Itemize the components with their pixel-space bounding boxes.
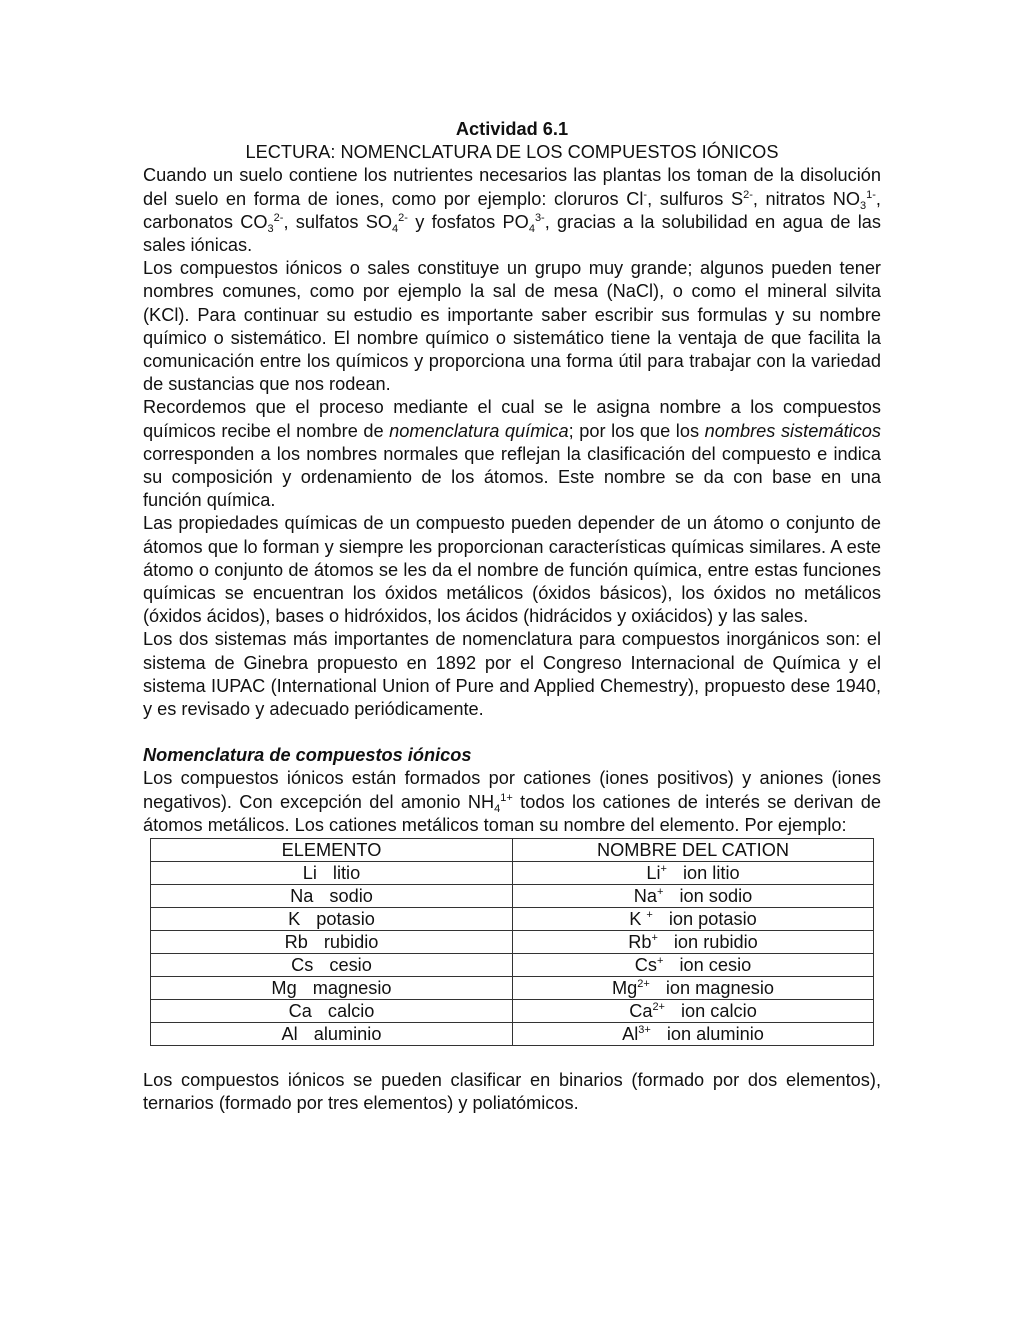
cation-charge: + bbox=[657, 886, 664, 899]
cation-symbol: Cs bbox=[634, 955, 657, 976]
cation-name: ion litio bbox=[682, 863, 740, 884]
paragraph-3 bbox=[143, 396, 881, 512]
subscript: 4 bbox=[528, 222, 535, 235]
paragraph-4: Las propiedades químicas de un compuesto pueden depender de un átomo o conjunto de átomos que lo forman y siempre les proporcionan características químicas similares. A este átomo o conjunto de átomos se les da el nombre de función química, entre estas funciones químicas se encuentran los óxidos metálicos (óxidos básicos), los óxidos no metálicos (óxidos ácidos), bases o hidróxidos, los ácidos (hidrácidos y oxiácidos) y las sales. bbox=[143, 513, 881, 627]
table-row bbox=[151, 1000, 874, 1023]
cation-charge: 2+ bbox=[652, 1001, 665, 1014]
cation-name: ion calcio bbox=[680, 1001, 757, 1022]
text-run: todos los cationes de interés se derivan de átomos metálicos. Los cationes metálicos toman su nombre del elemento. Por ejemplo: bbox=[143, 791, 881, 835]
table-row bbox=[151, 862, 874, 885]
table-row bbox=[151, 931, 874, 954]
element-name: calcio bbox=[327, 1001, 375, 1022]
superscript: 2- bbox=[743, 188, 753, 201]
element-symbol: Li bbox=[302, 863, 317, 884]
element-name: potasio bbox=[316, 909, 375, 930]
element-name: magnesio bbox=[312, 978, 392, 999]
table-row bbox=[151, 885, 874, 908]
element-symbol: Na bbox=[290, 886, 314, 907]
element-cell bbox=[151, 954, 513, 977]
cation-symbol: Rb bbox=[628, 932, 652, 953]
activity-title: Actividad 6.1 bbox=[455, 119, 569, 139]
cation-charge: + bbox=[660, 863, 667, 876]
document-page bbox=[143, 118, 881, 1116]
cation-name: ion rubidio bbox=[673, 932, 758, 953]
cation-cell bbox=[513, 1000, 874, 1023]
subscript: 3 bbox=[267, 222, 274, 235]
italic-term: nomenclatura química bbox=[389, 420, 569, 441]
element-cell bbox=[151, 931, 513, 954]
cation-cell bbox=[513, 977, 874, 1000]
superscript: 3- bbox=[534, 211, 545, 224]
text-run: Cuando un suelo contiene los nutrientes necesarios las plantas los toman de la disolución del suelo en forma de iones, como por ejemplo: cloruros Cl bbox=[143, 165, 881, 209]
cation-symbol: Al bbox=[622, 1024, 639, 1045]
table-row bbox=[151, 908, 874, 931]
paragraph-2: Los compuestos iónicos o sales constituye un grupo muy grande; algunos pueden tener nombres comunes, como por ejemplo la sal de mesa (NaCl), o como el mineral silvita (KCl). Para continuar su estudio es importante saber escribir sus formulas y su nombre químico o sistemático. El nombre químico o sistemático tiene la ventaja de que facilita la comunicación entre los químicos y proporciona una forma útil para trabajar con la variedad de sustancias que nos rodean. bbox=[143, 258, 881, 395]
paragraph-6 bbox=[143, 767, 881, 837]
element-name: aluminio bbox=[313, 1024, 382, 1045]
element-cell bbox=[151, 862, 513, 885]
cation-cell bbox=[513, 908, 874, 931]
element-cell bbox=[151, 977, 513, 1000]
cation-symbol: Mg bbox=[612, 978, 638, 999]
table-row bbox=[151, 977, 874, 1000]
text-run: y fosfatos PO bbox=[407, 211, 529, 232]
cation-name: ion sodio bbox=[679, 886, 753, 907]
element-symbol: Rb bbox=[284, 932, 308, 953]
element-cell bbox=[151, 908, 513, 931]
cation-charge: 2+ bbox=[637, 978, 650, 991]
table-row bbox=[151, 954, 874, 977]
element-cell bbox=[151, 1000, 513, 1023]
text-run: Recordemos que el proceso mediante el cual se le asigna nombre a los compuestos químicos recibe el nombre de bbox=[143, 397, 881, 441]
closing-paragraph: Los compuestos iónicos se pueden clasificar en binarios (formado por dos elementos), ternarios (formado por tres elementos) y poliatómicos. bbox=[143, 1070, 881, 1114]
cation-cell bbox=[513, 862, 874, 885]
text-run: , sulfatos SO bbox=[283, 211, 393, 232]
superscript: 1+ bbox=[500, 791, 513, 804]
table-row bbox=[151, 1023, 874, 1046]
cation-cell bbox=[513, 885, 874, 908]
element-name: cesio bbox=[329, 955, 372, 976]
cation-charge: + bbox=[646, 909, 653, 922]
reading-title: LECTURA: NOMENCLATURA DE LOS COMPUESTOS IÓNICOS bbox=[245, 142, 779, 163]
header-element: ELEMENTO bbox=[151, 839, 513, 862]
section-heading: Nomenclatura de compuestos iónicos bbox=[143, 745, 472, 766]
cation-cell bbox=[513, 931, 874, 954]
table-header-row bbox=[151, 839, 874, 862]
element-name: sodio bbox=[329, 886, 373, 907]
paragraph-1 bbox=[143, 164, 881, 257]
text-run: Los compuestos iónicos están formados por cationes (iones positivos) y aniones (iones negativos). Con excepción del amonio NH bbox=[143, 768, 881, 812]
text-run: , carbonatos CO bbox=[143, 188, 881, 232]
cation-charge: 3+ bbox=[638, 1024, 651, 1037]
cation-symbol: Li bbox=[646, 863, 661, 884]
element-symbol: Ca bbox=[288, 1001, 312, 1022]
subscript: 4 bbox=[494, 802, 501, 815]
cation-name: ion magnesio bbox=[665, 978, 774, 999]
element-cell bbox=[151, 1023, 513, 1046]
element-name: litio bbox=[332, 863, 361, 884]
cation-name: ion cesio bbox=[679, 955, 752, 976]
header-cation-name: NOMBRE DEL CATION bbox=[513, 839, 874, 862]
subscript: 3 bbox=[860, 199, 867, 212]
cation-name: ion potasio bbox=[668, 909, 757, 930]
cation-symbol: K bbox=[629, 909, 647, 930]
cation-cell bbox=[513, 954, 874, 977]
element-symbol: Cs bbox=[291, 955, 314, 976]
italic-term: nombres sistemáticos bbox=[704, 420, 882, 441]
cation-cell bbox=[513, 1023, 874, 1046]
text-run: , sulfuros S bbox=[647, 188, 744, 209]
element-symbol: Al bbox=[281, 1024, 298, 1045]
element-symbol: Mg bbox=[271, 978, 297, 999]
subscript: 4 bbox=[392, 222, 399, 235]
cation-symbol: Na bbox=[633, 886, 657, 907]
text-run: corresponden a los nombres normales que reflejan la clasificación del compuesto e indica su composición y ordenamiento de los átomos. Este nombre se da con base en una función química. bbox=[143, 443, 881, 511]
superscript: 2- bbox=[273, 211, 284, 224]
superscript: - bbox=[643, 188, 648, 201]
cation-table bbox=[150, 838, 874, 1046]
element-name: rubidio bbox=[323, 932, 379, 953]
cation-charge: + bbox=[651, 932, 658, 945]
element-symbol: K bbox=[288, 909, 301, 930]
cation-name: ion aluminio bbox=[666, 1024, 764, 1045]
superscript: 1- bbox=[866, 188, 876, 201]
paragraph-5: Los dos sistemas más importantes de nomenclatura para compuestos inorgánicos son: el sistema de Ginebra propuesto en 1892 por el Congreso Internacional de Química y el sistema IUPAC (International Union of Pure and Applied Chemestry), propuesto dese 1940, y es revisado y adecuado periódicamente. bbox=[143, 629, 881, 720]
text-run: , nitratos NO bbox=[752, 188, 861, 209]
cation-symbol: Ca bbox=[629, 1001, 653, 1022]
element-cell bbox=[151, 885, 513, 908]
superscript: 2- bbox=[398, 211, 408, 224]
cation-charge: + bbox=[657, 955, 664, 968]
text-run: ; por los que los bbox=[568, 420, 705, 441]
text-run: , gracias a la solubilidad en agua de las sales iónicas. bbox=[143, 211, 881, 256]
